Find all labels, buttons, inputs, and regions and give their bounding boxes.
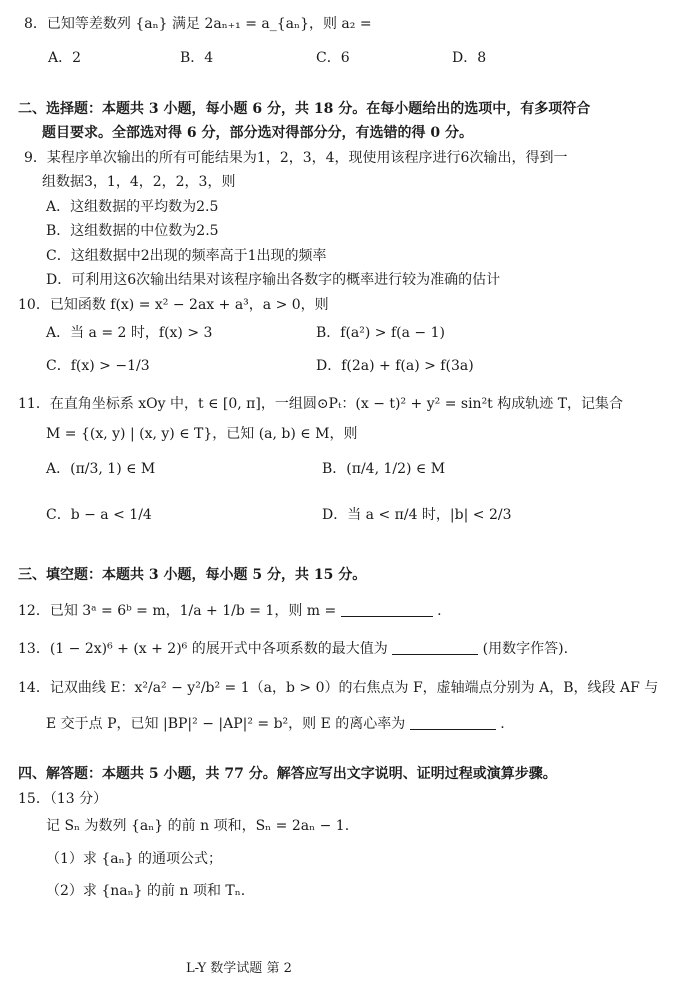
- q12-tail: .: [437, 603, 442, 619]
- page-footer: L-Y 数学试题 第 2: [186, 961, 292, 976]
- section3-title: 三、填空题：本题共 3 小题，每小题 5 分，共 15 分。: [18, 567, 367, 583]
- q14-stem-line2: E 交于点 P，已知 |BP|² − |AP|² = b²，则 E 的离心率为: [46, 716, 406, 732]
- q9-stem-line1: 9．某程序单次输出的所有可能结果为1，2，3，4，现使用该程序进行6次输出，得到一: [24, 150, 568, 166]
- q8-stem: 8．已知等差数列 {aₙ} 满足 2aₙ₊₁ = a_{aₙ}，则 a₂ =: [24, 16, 372, 32]
- section2-instructions-line1: 二、选择题：本题共 3 小题，每小题 6 分，共 18 分。在每小题给出的选项中，有多项符合: [18, 101, 591, 117]
- q15-header: 15．（13 分）: [18, 791, 108, 807]
- q9-option-a: A．这组数据的平均数为2.5: [46, 199, 219, 215]
- q10-option-c: C．f(x) > −1/3: [46, 358, 150, 374]
- q10-option-b: B．f(a²) > f(a − 1): [316, 325, 445, 341]
- q11-option-c: C．b − a < 1/4: [46, 507, 152, 523]
- q14-stem-line1: 14．记双曲线 E：x²/a² − y²/b² = 1（a，b > 0）的右焦点为 F，虚轴端点分别为 A，B，线段 AF 与: [18, 680, 659, 696]
- q11-option-a: A．(π/3, 1) ∈ M: [46, 461, 156, 477]
- q13-answer-blank[interactable]: [392, 640, 478, 655]
- q8-option-a: A．2: [48, 50, 82, 66]
- q12-line: [18, 601, 442, 621]
- q10-option-a: A．当 a = 2 时，f(x) > 3: [46, 325, 213, 341]
- q15-part1: （1）求 {aₙ} 的通项公式；: [46, 851, 223, 867]
- q9-stem-line2: 组数据3，1，4，2，2，3，则: [42, 174, 236, 190]
- q8-option-b: B．4: [180, 50, 214, 66]
- q12-text: 12．已知 3ᵃ = 6ᵇ = m，1/a + 1/b = 1，则 m =: [18, 603, 337, 619]
- q14-line2: [46, 714, 505, 734]
- q8-option-d: D．8: [452, 50, 487, 66]
- q11-option-d: D．当 a < π/4 时，|b| < 2/3: [322, 507, 512, 523]
- section4-title: 四、解答题：本题共 5 小题，共 77 分。解答应写出文字说明、证明过程或演算步骤。: [18, 766, 557, 782]
- q11-stem-line1: 11．在直角坐标系 xOy 中，t ∈ [0, π]，一组圆⊙Pₜ：(x − t)² + y² = sin²t 构成轨迹 T，记集合: [18, 396, 624, 412]
- q14-tail: .: [500, 716, 505, 732]
- q11-option-b: B．(π/4, 1/2) ∈ M: [322, 461, 446, 477]
- q14-answer-blank[interactable]: [410, 715, 496, 730]
- q15-stem: 记 Sₙ 为数列 {aₙ} 的前 n 项和，Sₙ = 2aₙ − 1.: [46, 818, 350, 834]
- q9-option-c: C．这组数据中2出现的频率高于1出现的频率: [46, 248, 327, 264]
- q13-text: 13．(1 − 2x)⁶ + (x + 2)⁶ 的展开式中各项系数的最大值为: [18, 641, 388, 657]
- q15-part2: （2）求 {naₙ} 的前 n 项和 Tₙ.: [46, 883, 246, 899]
- q9-option-d: D．可利用这6次输出结果对该程序输出各数字的概率进行较为准确的估计: [46, 272, 501, 288]
- q13-tail: (用数字作答).: [482, 641, 569, 657]
- q11-stem-line2: M = {(x, y) | (x, y) ∈ T}，已知 (a, b) ∈ M，则: [46, 426, 358, 442]
- q8-option-c: C．6: [316, 50, 350, 66]
- q10-stem: 10．已知函数 f(x) = x² − 2ax + a³，a > 0，则: [18, 297, 329, 313]
- q10-option-d: D．f(2a) + f(a) > f(3a): [316, 358, 474, 374]
- q9-option-b: B．这组数据的中位数为2.5: [46, 223, 219, 239]
- q12-answer-blank[interactable]: [341, 602, 433, 617]
- section2-instructions-line2: 题目要求。全部选对得 6 分，部分选对得部分分，有选错的得 0 分。: [42, 125, 473, 141]
- q13-line: [18, 639, 568, 659]
